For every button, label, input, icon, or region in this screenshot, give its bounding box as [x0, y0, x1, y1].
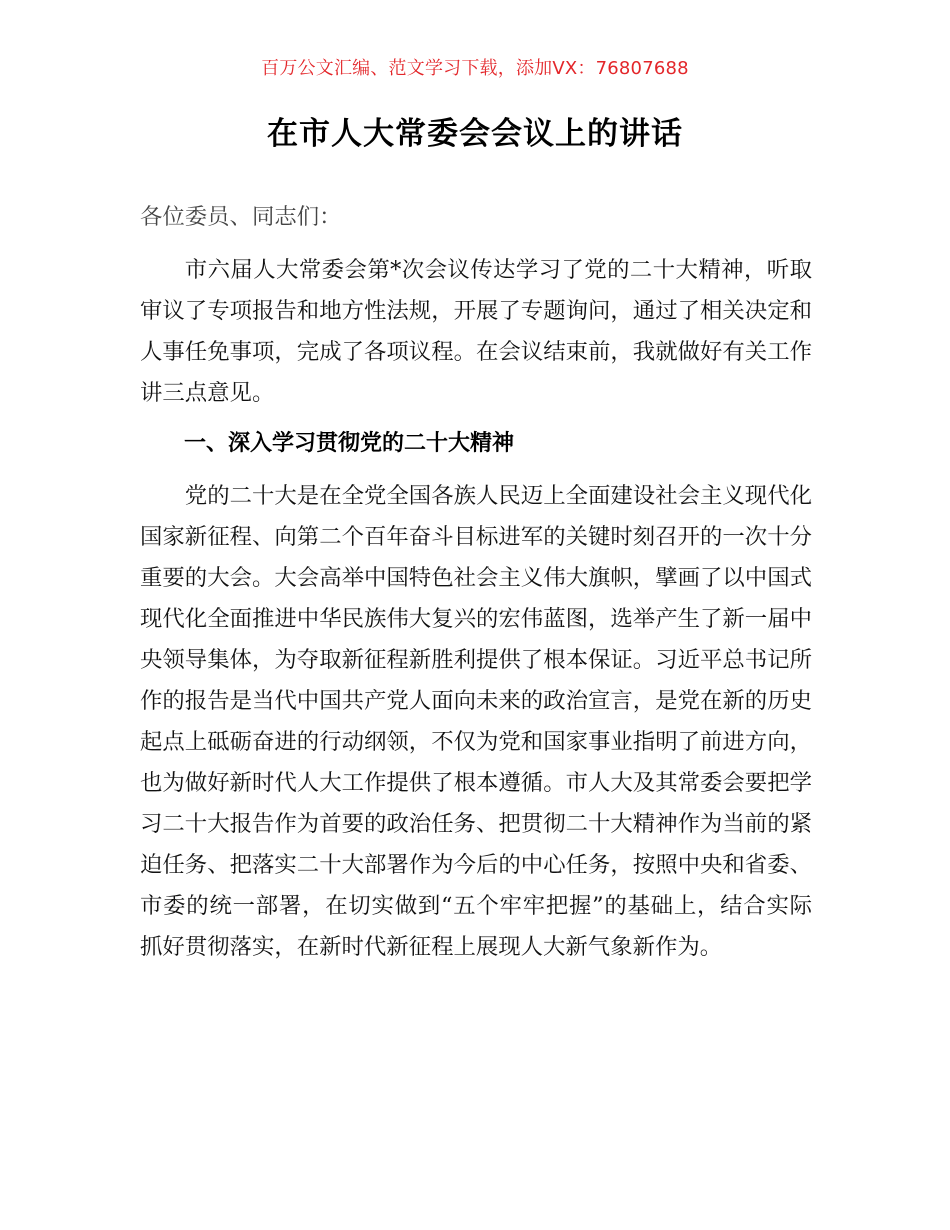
page-title: 在市人大常委会会议上的讲话: [267, 116, 683, 152]
intro-paragraph: 市六届人大常委会第*次会议传达学习了党的二十大精神，听取审议了专项报告和地方性法规，开展了专题询问，通过了相关决定和人事任免事项，完成了各项议程。在会议结束前，我就做好有关工作讲三点意见。: [140, 257, 812, 406]
body-paragraph: 党的二十大是在全党全国各族人民迈上全面建设社会主义现代化国家新征程、向第二个百年奋斗目标进军的关键时刻召开的一次十分重要的大会。大会高举中国特色社会主义伟大旗帜，擘画了以中国式现代化全面推进中华民族伟大复兴的宏伟蓝图，选举产生了新一届中央领导集体，为夺取新征程新胜利提供了根本保证。习近平总书记所作的报告是当代中国共产党人面向未来的政治宣言，是党在新的历史起点上砥砺奋进的行动纲领，不仅为党和国家事业指明了前进方向，也为做好新时代人大工作提供了根本遵循。市人大及其常委会要把学习二十大报告作为首要的政治任务、把贯彻二十大精神作为当前的紧迫任务、把落实二十大部署作为今后的中心任务，按照中央和省委、市委的统一部署，在切实做到“五个牢牢把握”的基础上，结合实际抓好贯彻落实，在新时代新征程上展现人大新气象新作为。: [140, 483, 812, 960]
section-heading: 一、深入学习贯彻党的二十大精神: [184, 431, 515, 456]
watermark-banner: 百万公文汇编、范文学习下载，添加VX：76807688: [261, 58, 689, 79]
salutation: 各位委员、同志们：: [140, 204, 342, 230]
